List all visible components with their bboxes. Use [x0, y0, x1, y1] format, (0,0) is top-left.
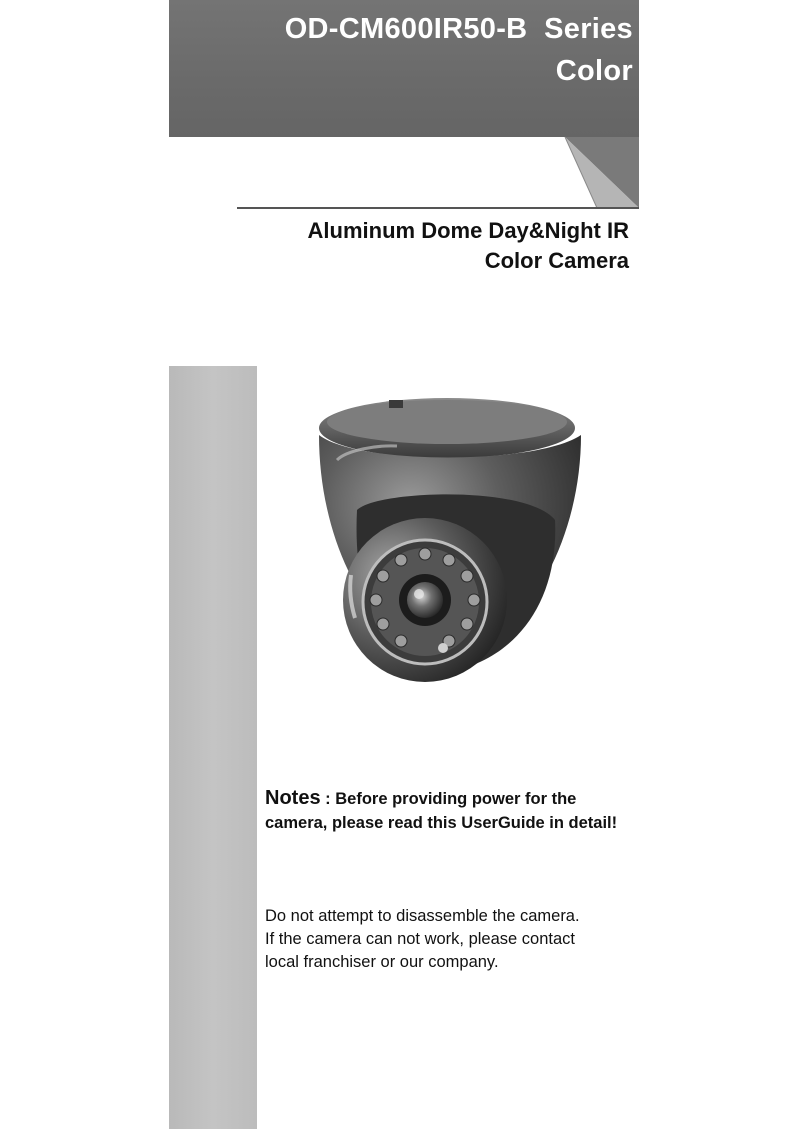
side-gray-strip: [169, 366, 257, 1129]
manual-cover-page: [169, 0, 639, 1129]
warning-line2: If the camera can not work, please contact: [265, 930, 575, 948]
notes-text: Before providing power for the camera, please read this UserGuide in detail!: [265, 790, 618, 832]
model-title-line2: Color: [555, 55, 633, 87]
warning-block: [265, 905, 635, 974]
title-divider: [237, 207, 639, 209]
product-title-line2: Color Camera: [484, 248, 629, 273]
notes-separator: :: [320, 790, 336, 808]
warning-line3: local franchiser or our company.: [265, 953, 499, 971]
notes-label: Notes: [265, 787, 321, 809]
product-title-line1: Aluminum Dome Day&Night IR: [307, 218, 629, 243]
product-title: [308, 216, 629, 276]
warning-line1: Do not attempt to disassemble the camera.: [265, 907, 580, 925]
folded-corner-graphic: [169, 0, 639, 215]
model-title-line1: OD-CM600IR50-B Series: [284, 13, 633, 45]
dome-camera-illustration: [297, 390, 597, 700]
notes-block: [265, 786, 635, 835]
